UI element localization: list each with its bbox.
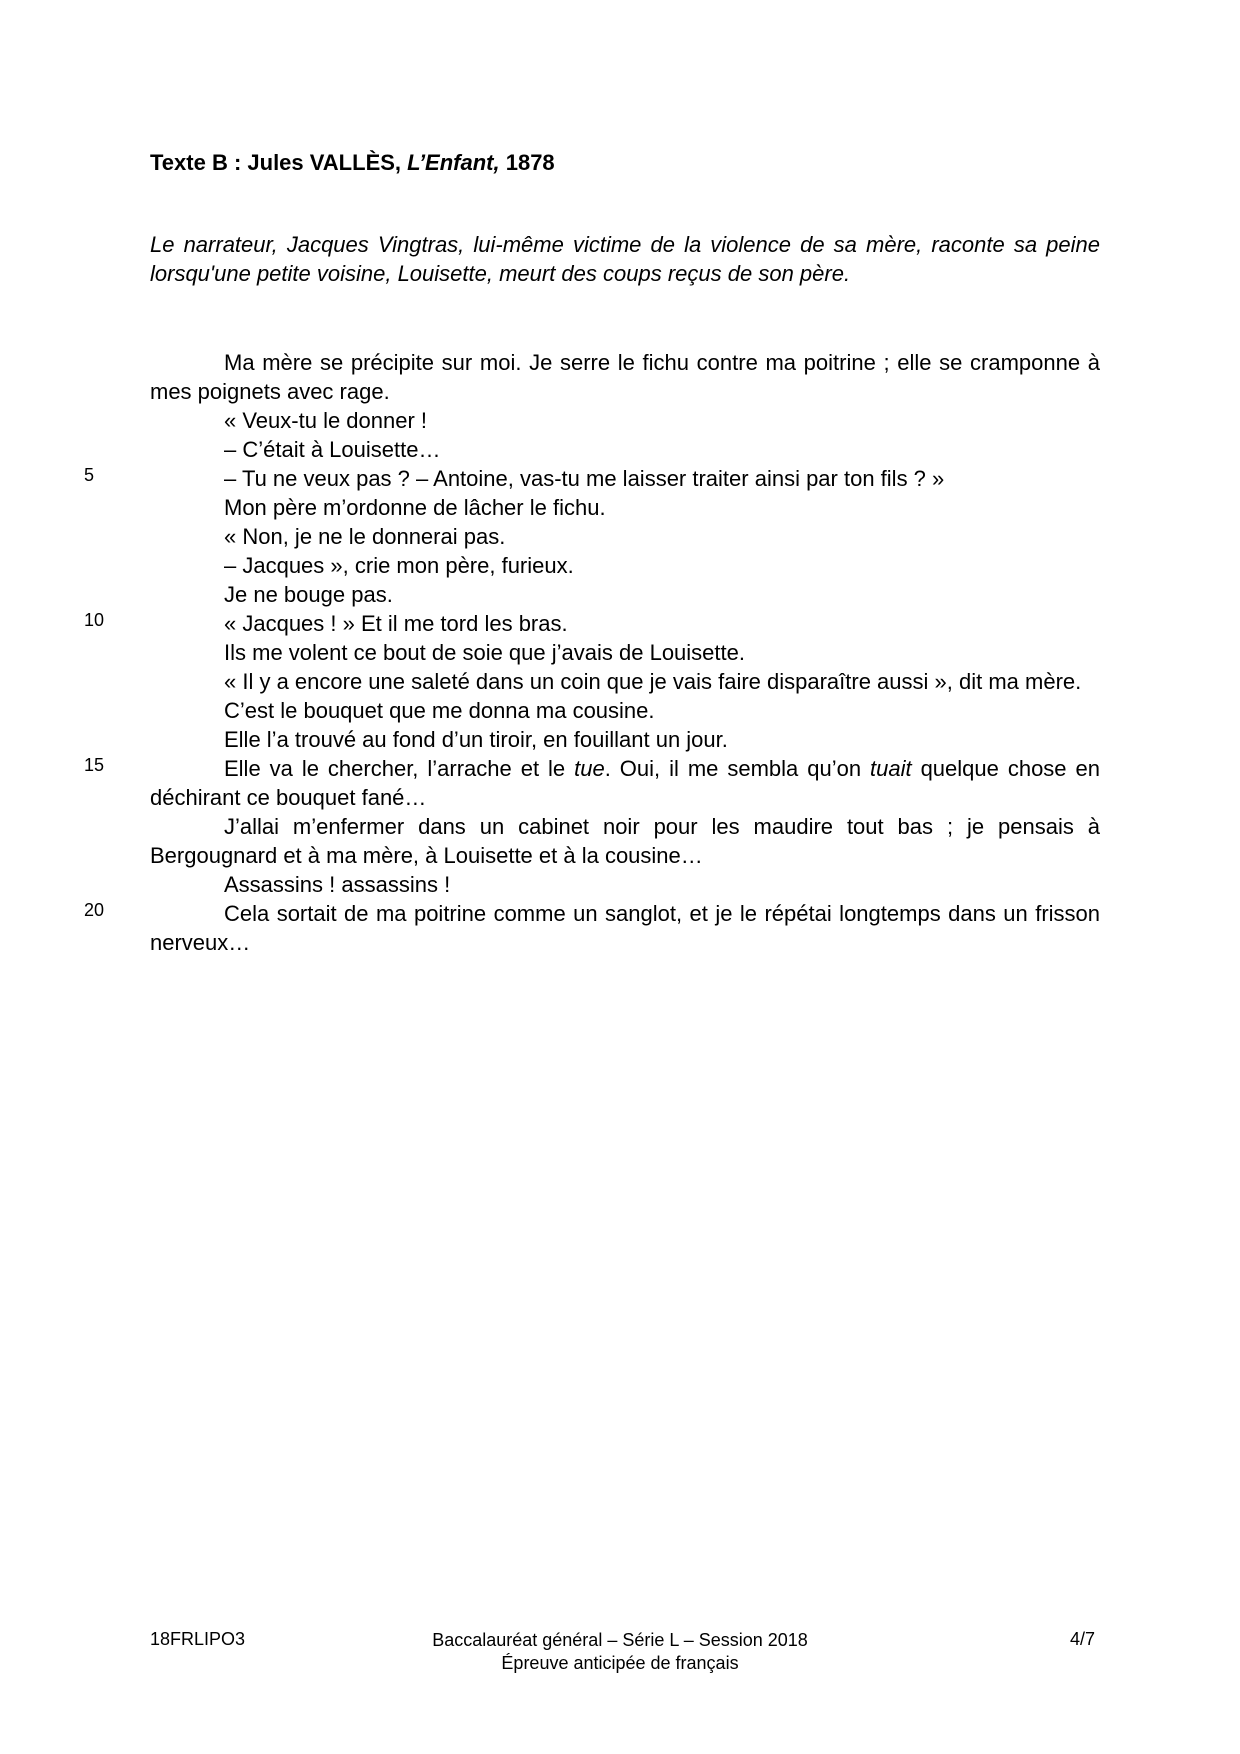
line-number-15: 15	[84, 755, 105, 775]
page-title	[150, 150, 555, 176]
paragraph: « Il y a encore une saleté dans un coin que je vais faire disparaître aussi », dit ma mère.	[224, 669, 1082, 694]
page-number: 4/7	[1070, 1629, 1096, 1649]
paragraph: – C’était à Louisette…	[224, 437, 441, 462]
paragraph: Cela sortait de ma poitrine comme un sanglot, et je le répétai longtemps dans un frisson nerveux…	[150, 901, 1100, 955]
paragraph: Elle l’a trouvé au fond d’un tiroir, en fouillant un jour.	[224, 727, 728, 752]
document-code: 18FRLIPO3	[150, 1629, 246, 1649]
exam-subtitle: Épreuve anticipée de français	[501, 1653, 739, 1673]
exam-info	[400, 1629, 840, 1675]
paragraph: – Tu ne veux pas ? – Antoine, vas-tu me laisser traiter ainsi par ton fils ? »	[224, 466, 945, 491]
title-prefix: Texte B : Jules VALLÈS,	[150, 150, 408, 175]
paragraph: « Non, je ne le donnerai pas.	[224, 524, 506, 549]
paragraph: – Jacques », crie mon père, furieux.	[224, 553, 574, 578]
line-number-10: 10	[84, 610, 105, 630]
paragraph: J’allai m’enfermer dans un cabinet noir pour les maudire tout bas ; je pensais à Bergougnard et à ma mère, à Louisette et à la cousine…	[150, 814, 1100, 868]
intro-text: Le narrateur, Jacques Vingtras, lui-même victime de la violence de sa mère, raconte sa peine lorsqu'une petite voisine, Louisette, meurt des coups reçus de son père.	[150, 232, 1100, 286]
paragraph: Assassins ! assassins !	[224, 872, 451, 897]
main-text	[150, 348, 1100, 957]
title-work: L’Enfant,	[407, 150, 500, 175]
exam-title: Baccalauréat général – Série L – Session 2018	[432, 1630, 808, 1650]
line-number-20: 20	[84, 900, 105, 920]
paragraph: Mon père m’ordonne de lâcher le fichu.	[224, 495, 606, 520]
paragraph: Ils me volent ce bout de soie que j’avais de Louisette.	[224, 640, 745, 665]
paragraph-with-italics: Elle va le chercher, l’arrache et le tue. Oui, il me sembla qu’on tuait quelque chose en déchirant ce bouquet fané…	[150, 756, 1100, 810]
title-year: 1878	[499, 150, 555, 175]
line-number-5: 5	[84, 465, 95, 485]
paragraph: « Jacques ! » Et il me tord les bras.	[224, 611, 568, 636]
paragraph: C’est le bouquet que me donna ma cousine.	[224, 698, 655, 723]
paragraph: Je ne bouge pas.	[224, 582, 393, 607]
paragraph: Ma mère se précipite sur moi. Je serre le fichu contre ma poitrine ; elle se cramponne à mes poignets avec rage.	[150, 350, 1100, 404]
paragraph: « Veux-tu le donner !	[224, 408, 428, 433]
